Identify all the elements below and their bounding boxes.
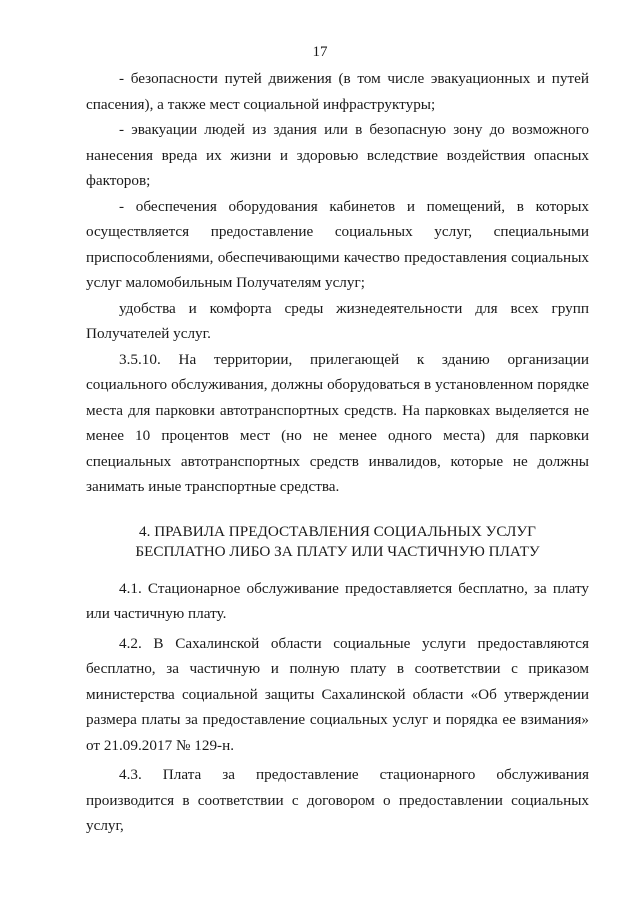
section-heading-line-1: 4. ПРАВИЛА ПРЕДОСТАВЛЕНИЯ СОЦИАЛЬНЫХ УСЛУГ [139, 522, 536, 540]
paragraph: 3.5.10. На территории, прилегающей к зданию организации социального обслуживания, должны оборудоваться в установленном порядке места для парковки автотранспортных средств. На парковках выделяется не менее 10 процентов мест (но не менее одного места) для парковки специальных автотранспортных средств инвалидов, которые не должны занимать иные транспортные средства. [86, 350, 589, 495]
page-number: 17 [312, 44, 328, 60]
paragraph: удобства и комфорта среды жизнедеятельности для всех групп Получателей услуг. [86, 299, 589, 342]
section-heading-line-2: БЕСПЛАТНО ЛИБО ЗА ПЛАТУ ИЛИ ЧАСТИЧНУЮ ПЛАТУ [135, 542, 540, 560]
paragraph: 4.1. Стационарное обслуживание предоставляется бесплатно, за плату или частичную плату. [86, 579, 589, 622]
document-body [86, 66, 589, 839]
paragraph: - безопасности путей движения (в том числе эвакуационных и путей спасения), а также мест социальной инфраструктуры; [86, 70, 589, 113]
paragraph: 4.3. Плата за предоставление стационарного обслуживания производится в соответствии с договором о предоставлении социальных услуг, [86, 766, 589, 834]
paragraph: - эвакуации людей из здания или в безопасную зону до возможного нанесения вреда их жизни и здоровью вследствие воздействия опасных факторов; [86, 121, 589, 189]
paragraph: - обеспечения оборудования кабинетов и помещений, в которых осуществляется предоставление социальных услуг, специальными приспособлениями, обеспечивающими качество предоставления социальных услуг маломобильным Получателям услуг; [86, 197, 589, 291]
paragraph: 4.2. В Сахалинской области социальные услуги предоставляются бесплатно, за частичную и полную плату в соответствии с приказом министерства социальной защиты Сахалинской области «Об утверждении размера платы за предоставление социальных услуг и порядка ее взимания» от 21.09.2017 № 129-н. [86, 634, 589, 754]
section-heading [86, 522, 589, 562]
